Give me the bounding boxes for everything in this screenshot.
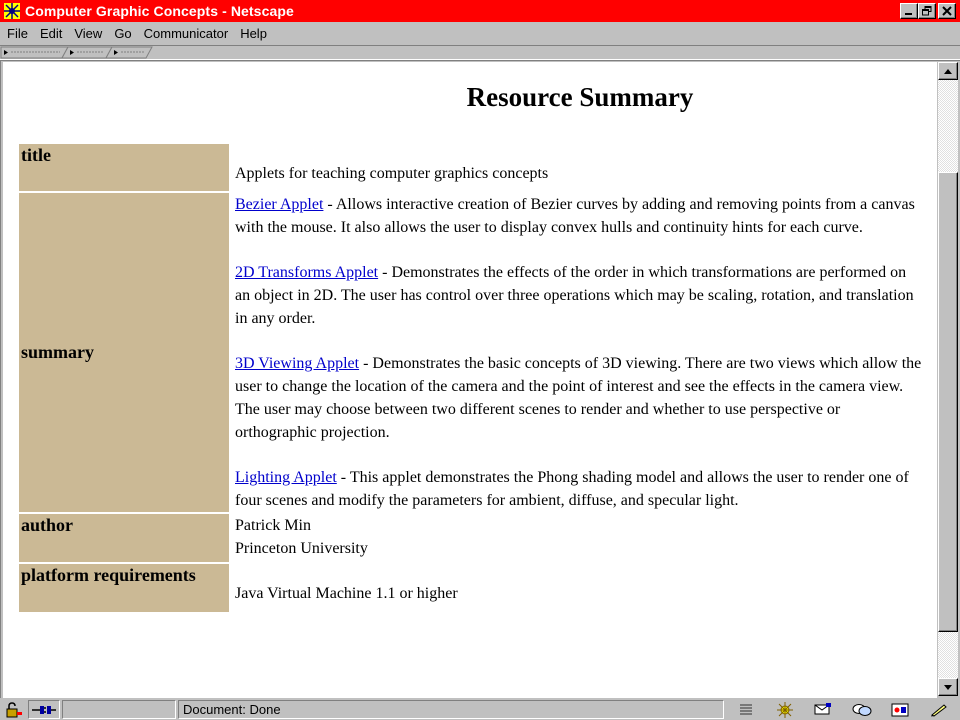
scrollbar-thumb[interactable] [938, 172, 958, 632]
restore-icon [922, 6, 932, 16]
connection-plug-icon[interactable] [28, 700, 60, 719]
value-author [231, 514, 927, 562]
scroll-down-button[interactable] [938, 678, 958, 696]
menu-file[interactable]: File [7, 26, 28, 41]
browser-viewport [0, 60, 960, 698]
summary-item [235, 193, 923, 239]
minimize-button[interactable] [900, 3, 918, 19]
label-platform: platform requirements [19, 564, 229, 612]
arrow-up-icon [944, 69, 952, 74]
progress-pane [62, 700, 176, 719]
mail-icon[interactable] [813, 702, 833, 718]
close-icon [942, 6, 952, 16]
netscape-app-icon[interactable] [3, 2, 21, 20]
author-name: Patrick Min [235, 517, 311, 534]
label-title: title [19, 144, 229, 191]
3d-viewing-applet-description: - Demonstrates the basic concepts of 3D viewing. There are two views which allow the user to change the location of the camera and the point of interest and see the effects in the camera view. The user may choose between two different scenes to render and whether to use perspective or orthographic projection. [235, 355, 922, 441]
2d-transforms-applet-link[interactable]: 2D Transforms Applet [235, 264, 379, 281]
summary-item [235, 466, 923, 512]
toolbar-handle-navigation[interactable] [1, 47, 68, 58]
lighting-applet-link[interactable]: Lighting Applet [235, 469, 337, 486]
summary-item [235, 352, 923, 444]
window-title: Computer Graphic Concepts - Netscape [25, 3, 294, 19]
close-button[interactable] [938, 3, 956, 19]
navigator-icon[interactable] [775, 702, 795, 718]
page-title: Resource Summary [466, 82, 694, 112]
table-row-platform [19, 564, 927, 612]
status-bar [0, 698, 960, 720]
collapsed-toolbars [0, 45, 960, 60]
page-content [3, 62, 937, 698]
value-summary [231, 193, 927, 512]
menu-bar [0, 22, 960, 45]
component-bar-handle-icon[interactable] [736, 702, 756, 718]
summary-item [235, 261, 923, 330]
menu-edit[interactable]: Edit [39, 26, 63, 41]
table-row-author [19, 514, 927, 562]
label-summary: summary [19, 193, 229, 512]
table-row-title [19, 144, 927, 191]
toolbar-handle-location[interactable] [62, 47, 112, 58]
bezier-applet-link[interactable]: Bezier Applet [235, 196, 324, 213]
menu-help[interactable]: Help [240, 26, 267, 41]
vertical-scrollbar[interactable] [938, 62, 958, 696]
menu-go[interactable]: Go [114, 26, 132, 41]
menu-communicator[interactable]: Communicator [143, 26, 229, 41]
edit-icon[interactable] [929, 702, 949, 718]
minimize-icon [904, 6, 914, 16]
menu-view[interactable]: View [74, 26, 103, 41]
resource-table [17, 142, 929, 614]
3d-viewing-applet-link[interactable]: 3D Viewing Applet [235, 355, 360, 372]
arrow-down-icon [944, 685, 952, 690]
restore-button[interactable] [918, 3, 936, 19]
label-author: author [19, 514, 229, 562]
value-title: Applets for teaching computer graphics concepts [235, 165, 549, 182]
discussion-icon[interactable] [852, 702, 872, 718]
composer-icon[interactable] [890, 702, 910, 718]
bezier-applet-description: - Allows interactive creation of Bezier curves by adding and removing points from a canvas with the mouse. It also allows the user to display convex hulls and continuity hints for each curve. [235, 196, 915, 236]
toolbar-handle-personal[interactable] [106, 47, 152, 58]
status-text: Document: Done [178, 700, 724, 719]
scroll-up-button[interactable] [938, 62, 958, 80]
lighting-applet-description: - This applet demonstrates the Phong shading model and allows the user to render one of four scenes and modify the parameters for ambient, diffuse, and specular light. [235, 469, 909, 509]
title-bar [0, 0, 960, 22]
value-platform: Java Virtual Machine 1.1 or higher [235, 584, 458, 602]
component-bar [727, 700, 958, 719]
2d-transforms-applet-description: - Demonstrates the effects of the order in which transformations are performed on an object in 2D. The user has control over three operations which may be scaling, rotation, and translation in any order. [235, 264, 914, 327]
author-affiliation: Princeton University [235, 540, 368, 557]
security-lock-icon[interactable] [2, 700, 26, 719]
table-row-summary [19, 193, 927, 512]
